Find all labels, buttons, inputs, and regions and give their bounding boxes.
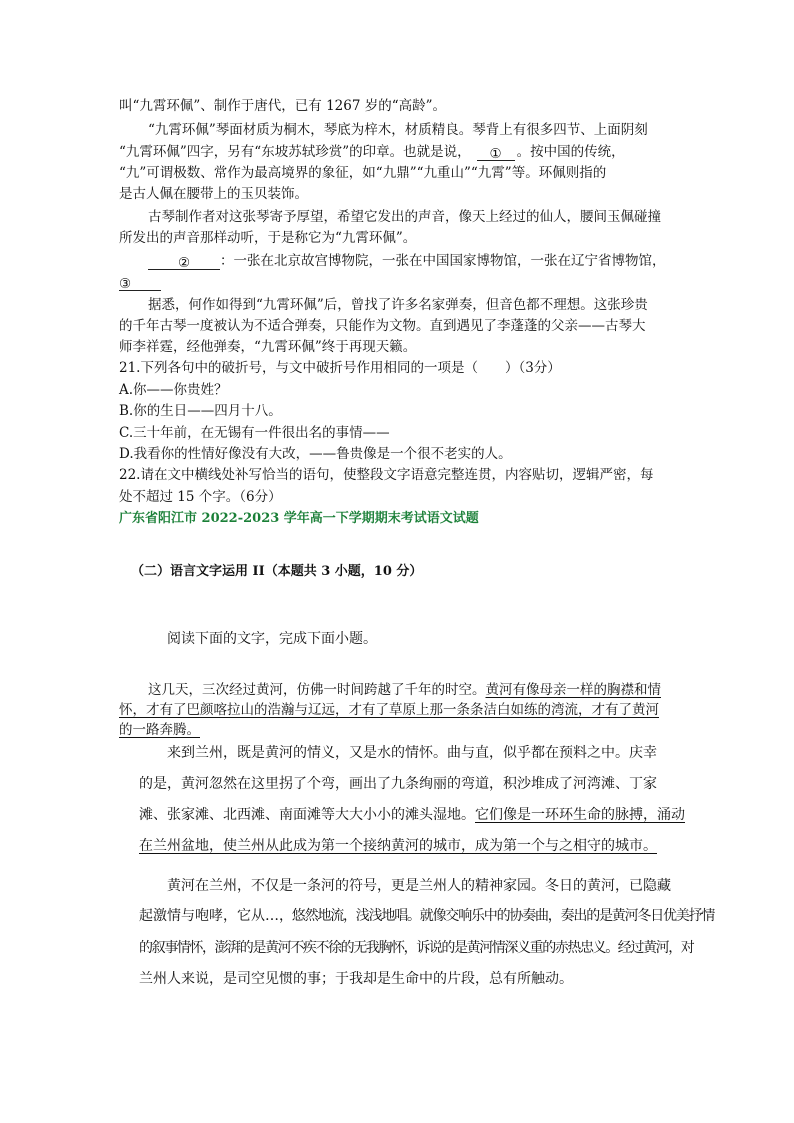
question-22: 处不超过 15 个字。（6分） bbox=[119, 489, 282, 505]
answer-blank-3[interactable]: ③ bbox=[119, 274, 161, 291]
option-c[interactable]: C.三十年前，在无锡有一件很出名的事情—— bbox=[119, 425, 390, 441]
passage-line: “九”可谓极数、常作为最高境界的象征，如“九鼎”“九重山”“九霄”等。环佩则指的 bbox=[119, 165, 607, 181]
source-title: 广东省阳江市 2022-2023 学年高一下学期期末考试语文试题 bbox=[119, 511, 479, 526]
passage-line: ② ：一张在北京故宫博物院，一张在中国国家博物馆，一张在辽宁省博物馆， bbox=[148, 251, 666, 271]
answer-blank-2[interactable]: ② bbox=[148, 253, 220, 270]
passage-line: 怀，才有了巴颜喀拉山的浩瀚与辽远，才有了草原上那一条条洁白如练的湾流，才有了黄河 bbox=[119, 702, 659, 718]
passage-line: 起激情与咆哮，它从…，悠然地流，浅浅地唱。就像交响乐中的协奏曲，奏出的是黄河冬日优美抒情 bbox=[139, 908, 715, 924]
passage-line: 滩、张家滩、北西滩、南面滩等大大小小的滩头湿地。它们像是一环环生命的脉搏，涌动 bbox=[139, 807, 685, 823]
option-a[interactable]: A.你——你贵姓？ bbox=[119, 382, 228, 398]
passage-line: 兰州人来说，是司空见惯的事；于我却是生命中的片段，总有所触动。 bbox=[139, 971, 573, 987]
instruction: 阅读下面的文字，完成下面小题。 bbox=[167, 631, 377, 647]
passage-line bbox=[119, 272, 161, 292]
passage-line: 的叙事情怀，澎湃的是黄河不疾不徐的无我胸怀，诉说的是黄河情深义重的赤热忠义。经过黄河，对 bbox=[139, 940, 694, 956]
passage-line: 这几天，三次经过黄河，仿佛一时间跨越了千年的时空。黄河有像母亲一样的胸襟和情 bbox=[148, 682, 661, 698]
passage-line: 的是，黄河忽然在这里拐了个弯，画出了九条绚丽的弯道，积沙堆成了河湾滩、丁家 bbox=[139, 776, 657, 792]
question-21: 21.下列各句中的破折号，与文中破折号作用相同的一项是（ ）（3分） bbox=[119, 360, 561, 376]
passage-line: 师李祥霆，经他弹奏，“九霄环佩”终于再现天籁。 bbox=[119, 339, 417, 355]
passage-line: 的一路奔腾。 bbox=[119, 722, 200, 738]
question-22: 22.请在文中横线处补写恰当的语句，使整段文字语意完整连贯，内容贴切，逻辑严密，每 bbox=[119, 467, 654, 483]
passage-line: “九霄环佩”四字，另有“东坡苏轼珍赏”的印章。也就是说， ① 。按中国的传统， bbox=[119, 144, 625, 162]
emphasis-dots: … bbox=[265, 908, 279, 924]
passage-line: 是古人佩在腰带上的玉贝装饰。 bbox=[119, 186, 308, 202]
answer-blank-1[interactable]: ① bbox=[477, 144, 515, 161]
option-b[interactable]: B.你的生日——四月十八。 bbox=[119, 403, 282, 419]
passage-line: “九霄环佩”琴面材质为桐木，琴底为梓木，材质精良。琴背上有很多四节、上面阴刻 bbox=[148, 122, 648, 138]
passage-line: 的千年古琴一度被认为不适合弹奏，只能作为文物。直到遇见了李蓬蓬的父亲——古琴大 bbox=[119, 318, 646, 334]
passage-line: 叫“九霄环佩”、制作于唐代，已有 1267 岁的“高龄”。 bbox=[119, 98, 447, 114]
passage-line: 所发出的声音那样动听，于是称它为“九霄环佩”。 bbox=[119, 230, 417, 246]
passage-line: 来到兰州，既是黄河的情义，又是水的情怀。曲与直，似乎都在预料之中。庆幸 bbox=[167, 745, 657, 761]
emphasis-word: 片段 bbox=[447, 971, 475, 987]
passage-line: 据悉，何作如得到“九霄环佩”后，曾找了许多名家弹奏，但音色都不理想。这张珍贵 bbox=[148, 297, 648, 313]
passage-line: 黄河在兰州，不仅是一条河的符号，更是兰州人的精神家园。冬日的黄河，已隐藏 bbox=[167, 878, 671, 894]
section-heading: （二）语言文字运用 II（本题共 3 小题，10 分） bbox=[131, 564, 423, 579]
passage-line: 古琴制作者对这张琴寄予厚望，希望它发出的声音，像天上经过的仙人，腰间玉佩碰撞 bbox=[148, 209, 661, 225]
option-d[interactable]: D.我看你的性情好像没有大改，——鲁贵像是一个很不老实的人。 bbox=[119, 446, 512, 462]
passage-line: 在兰州盆地，使兰州从此成为第一个接纳黄河的城市，成为第一个与之相守的城市。 bbox=[139, 838, 657, 854]
